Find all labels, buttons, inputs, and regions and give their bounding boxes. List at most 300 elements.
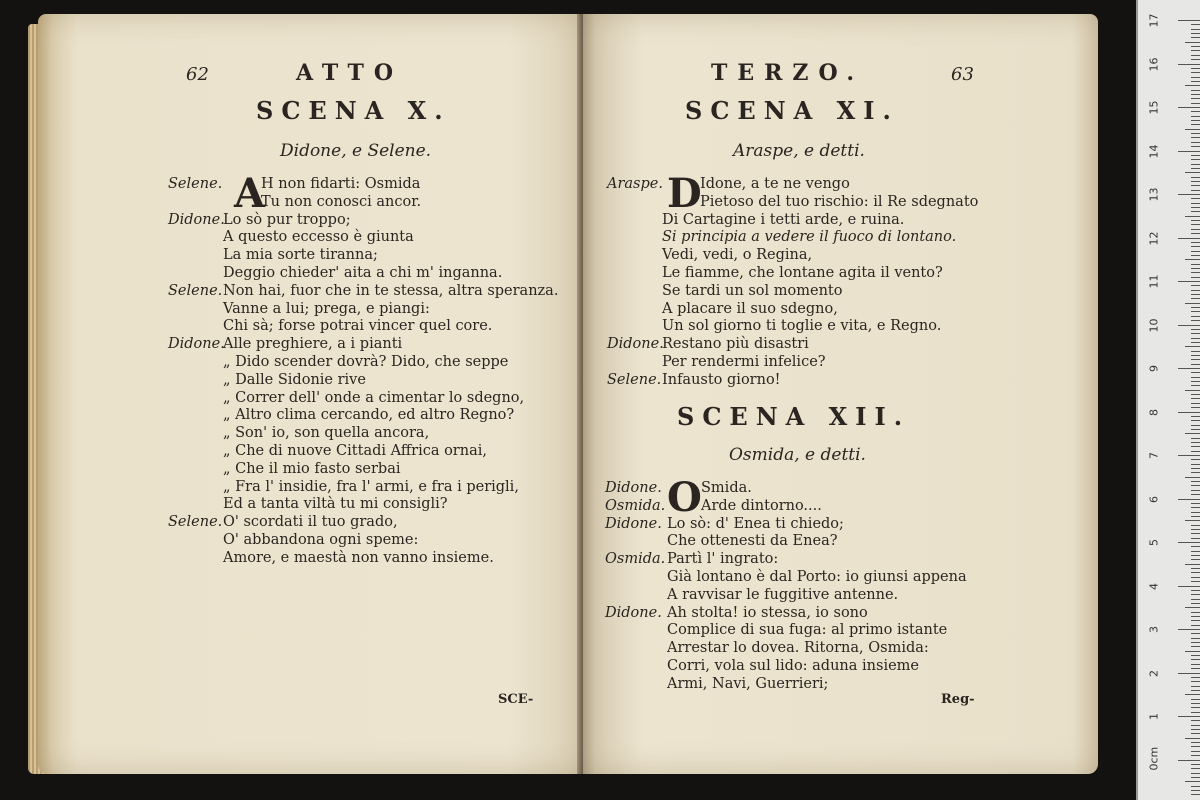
ruler-tick [1191, 229, 1200, 230]
ruler-tick [1191, 425, 1200, 426]
ruler-tick [1191, 442, 1200, 443]
verse-text: Che ottenesti da Enea? [667, 533, 838, 550]
ruler-tick [1191, 620, 1200, 621]
text-line [605, 622, 1005, 640]
text-line [168, 301, 568, 319]
text-line [607, 336, 987, 354]
ruler-tick [1185, 42, 1200, 43]
ruler-tick [1191, 516, 1200, 517]
text-line [605, 533, 1005, 551]
text-line [168, 336, 568, 354]
ruler-tick [1191, 33, 1200, 34]
ruler-tick [1191, 777, 1200, 778]
ruler-tick [1191, 55, 1200, 56]
verse-text: La mia sorte tiranna; [223, 247, 378, 264]
ruler-tick [1191, 246, 1200, 247]
ruler-tick [1191, 338, 1200, 339]
ruler-tick [1191, 277, 1200, 278]
ruler-tick [1191, 659, 1200, 660]
ruler-tick [1191, 559, 1200, 560]
ruler-tick [1191, 646, 1200, 647]
dialogue-block-xii [605, 474, 1005, 694]
speaker-name: Selene. [168, 176, 223, 192]
ruler-tick [1191, 81, 1200, 82]
verse-text: Ed a tanta viltà tu mi consigli? [223, 496, 448, 513]
ruler-number: 5 [1147, 539, 1161, 546]
ruler-number: 14 [1147, 144, 1161, 158]
text-line [168, 372, 568, 390]
verse-text: „ Che di nuove Cittadi Affrica ornai, [223, 442, 487, 459]
ruler-tick [1191, 351, 1200, 352]
ruler-tick [1191, 159, 1200, 160]
ruler-tick [1185, 477, 1200, 478]
ruler-tick [1178, 238, 1200, 239]
ruler-tick [1191, 372, 1200, 373]
ruler-tick [1191, 385, 1200, 386]
ruler-tick [1191, 294, 1200, 295]
ruler-number: 6 [1147, 495, 1161, 503]
verse-text: Se tardi un sol momento [662, 282, 843, 299]
ruler-tick [1191, 533, 1200, 534]
ruler-tick [1191, 133, 1200, 134]
verse-text: Per rendermi infelice? [662, 353, 826, 370]
text-line [168, 354, 568, 372]
verse-text: „ Son' io, son quella ancora, [223, 425, 430, 442]
verse-text: Un sol giorno ti toglie e vita, e Regno. [662, 318, 942, 335]
verse-text: Arde dintorno.... [701, 497, 822, 514]
drop-cap-d: D [667, 170, 702, 217]
ruler-tick [1191, 198, 1200, 199]
ruler-tick [1191, 285, 1200, 286]
verse-text: Chi sà; forse potrai vincer quel core. [223, 318, 493, 335]
ruler-tick [1191, 720, 1200, 721]
ruler-tick [1191, 481, 1200, 482]
verse-text: Corri, vola sul lido: aduna insieme [667, 657, 919, 674]
text-line [607, 176, 987, 194]
verse-text: Vanne a lui; prega, e piangi: [223, 300, 430, 317]
ruler-tick [1191, 320, 1200, 321]
dialogue-block [168, 170, 568, 568]
ruler-tick [1191, 220, 1200, 221]
text-line [607, 212, 987, 230]
text-line [168, 265, 568, 283]
dialogue-block-xi [607, 170, 987, 390]
scene-characters-xii: Osmida, e detti. [729, 445, 866, 465]
ruler-tick [1191, 264, 1200, 265]
verse-text: Complice di sua fuga: al primo istante [667, 622, 948, 639]
ruler-tick [1191, 725, 1200, 726]
speaker-name: Osmida. [605, 497, 666, 514]
verse-text: Infausto giorno! [662, 371, 781, 388]
ruler-tick [1191, 329, 1200, 330]
ruler-tick [1185, 390, 1200, 391]
ruler-tick [1191, 703, 1200, 704]
left-page [38, 14, 583, 774]
text-line [607, 318, 987, 336]
ruler-tick [1191, 177, 1200, 178]
ruler-tick [1191, 103, 1200, 104]
ruler-tick [1191, 72, 1200, 73]
text-line [607, 372, 987, 390]
ruler-number: 8 [1147, 408, 1161, 416]
speaker-name: Didone. [605, 480, 662, 496]
verse-text: „ Fra l' insidie, fra l' armi, e fra i perigli, [223, 478, 519, 495]
verse-text: Già lontano è dal Porto: io giunsi appena [667, 568, 967, 585]
ruler-tick [1178, 673, 1200, 674]
verse-text: Deggio chieder' aita a chi m' inganna. [223, 264, 503, 281]
ruler-tick [1191, 211, 1200, 212]
ruler-tick [1191, 316, 1200, 317]
ruler-tick [1191, 142, 1200, 143]
ruler-tick [1191, 612, 1200, 613]
ruler-tick [1178, 542, 1200, 543]
speaker-name: Didone. [605, 604, 662, 621]
ruler-tick [1191, 512, 1200, 513]
catchword: Reg- [941, 692, 975, 707]
ruler-tick [1191, 98, 1200, 99]
ruler-tick [1191, 568, 1200, 569]
ruler-tick [1191, 242, 1200, 243]
ruler-tick [1178, 586, 1200, 587]
speaker-name: Didone. [607, 336, 664, 353]
ruler-number: 10 [1147, 318, 1161, 332]
verse-text: Partì l' ingrato: [667, 551, 779, 568]
text-line [607, 301, 987, 319]
ruler-tick [1191, 603, 1200, 604]
ruler-tick [1185, 85, 1200, 86]
ruler-number: 7 [1147, 452, 1161, 459]
ruler-tick [1178, 412, 1200, 413]
ruler-tick [1191, 490, 1200, 491]
page-number: 63 [951, 64, 974, 85]
speaker-name: Didone. [168, 211, 225, 228]
ruler-tick [1191, 181, 1200, 182]
scene-title: SCENA X. [256, 96, 451, 125]
ruler-tick [1191, 494, 1200, 495]
verse-text: A questo eccesso è giunta [223, 229, 414, 246]
ruler-tick [1191, 577, 1200, 578]
text-line [168, 194, 568, 212]
speaker-name: Osmida. [605, 551, 666, 568]
ruler-tick [1191, 655, 1200, 656]
verse-text: Vedi, vedi, o Regina, [662, 247, 813, 264]
ruler-tick [1191, 224, 1200, 225]
ruler-tick [1185, 738, 1200, 739]
ruler-tick [1191, 459, 1200, 460]
ruler-tick [1191, 712, 1200, 713]
ruler-tick [1191, 272, 1200, 273]
ruler-tick [1191, 525, 1200, 526]
ruler-tick [1191, 633, 1200, 634]
text-line [605, 551, 1005, 569]
ruler-tick [1185, 607, 1200, 608]
ruler-tick [1191, 342, 1200, 343]
verse-text: Lo sò: d' Enea ti chiedo; [667, 515, 844, 532]
ruler-number: 4 [1147, 582, 1161, 590]
ruler-tick [1191, 590, 1200, 591]
ruler-tick [1191, 164, 1200, 165]
ruler-tick [1191, 699, 1200, 700]
running-head: TERZO. [711, 60, 865, 86]
text-line [605, 587, 1005, 605]
ruler-tick [1191, 764, 1200, 765]
text-line [168, 514, 568, 532]
ruler-tick [1185, 520, 1200, 521]
page-number: 62 [186, 64, 209, 85]
ruler-number: 9 [1147, 365, 1161, 372]
text-line [605, 498, 1005, 516]
ruler-tick [1191, 233, 1200, 234]
verse-text: Di Cartagine i tetti arde, e ruina. [662, 211, 905, 228]
ruler-tick [1191, 668, 1200, 669]
verse-text: O' scordati il tuo grado, [223, 514, 398, 531]
ruler-tick [1191, 137, 1200, 138]
speaker-name: Selene. [168, 282, 223, 299]
ruler-tick [1191, 438, 1200, 439]
measuring-ruler [1136, 0, 1200, 800]
text-line [607, 247, 987, 265]
ruler-tick [1191, 290, 1200, 291]
ruler-tick [1178, 325, 1200, 326]
ruler-tick [1191, 686, 1200, 687]
verse-text: Ah stolta! io stessa, io sono [667, 604, 868, 621]
text-line [605, 676, 1005, 694]
verse-text: Restano più disastri [662, 336, 809, 353]
ruler-tick [1191, 407, 1200, 408]
verse-text: Arrestar lo dovea. Ritorna, Osmida: [667, 640, 929, 657]
speaker-name: Didone. [605, 515, 662, 532]
ruler-tick [1191, 90, 1200, 91]
drop-cap-o: O [667, 474, 702, 521]
text-line [168, 176, 568, 194]
ruler-tick [1178, 499, 1200, 500]
ruler-tick [1185, 651, 1200, 652]
ruler-tick [1191, 681, 1200, 682]
verse-text: Armi, Navi, Guerrieri; [667, 675, 829, 692]
verse-text: H non fidarti: Osmida [261, 176, 421, 192]
ruler-tick [1185, 564, 1200, 565]
ruler-number: 12 [1147, 231, 1161, 245]
text-line [168, 479, 568, 497]
ruler-tick [1191, 207, 1200, 208]
ruler-tick [1191, 733, 1200, 734]
ruler-tick [1191, 420, 1200, 421]
ruler-tick [1191, 111, 1200, 112]
ruler-tick [1191, 24, 1200, 25]
ruler-tick [1191, 146, 1200, 147]
ruler-tick [1191, 746, 1200, 747]
ruler-number: 13 [1147, 187, 1161, 202]
text-line [168, 443, 568, 461]
verse-text: Non hai, fuor che in te stessa, altra speranza. [223, 282, 559, 299]
running-head: ATTO [296, 60, 403, 86]
ruler-tick [1191, 451, 1200, 452]
text-line [607, 194, 987, 212]
verse-text: „ Che il mio fasto serbai [223, 460, 401, 477]
verse-text: „ Dido scender dovrà? Dido, che seppe [223, 353, 509, 370]
text-line [168, 212, 568, 230]
text-line [607, 354, 987, 372]
ruler-tick [1191, 124, 1200, 125]
ruler-tick [1191, 594, 1200, 595]
ruler-tick [1191, 46, 1200, 47]
stage-direction: Si principia a vedere il fuoco di lontano. [662, 229, 957, 246]
ruler-number: 2 [1147, 669, 1161, 677]
text-line [605, 605, 1005, 623]
text-line [168, 247, 568, 265]
ruler-tick [1191, 472, 1200, 473]
ruler-tick [1191, 538, 1200, 539]
ruler-tick [1185, 433, 1200, 434]
ruler-tick [1191, 742, 1200, 743]
ruler-tick [1191, 120, 1200, 121]
ruler-tick [1178, 20, 1200, 21]
ruler-tick [1191, 468, 1200, 469]
ruler-tick [1191, 485, 1200, 486]
ruler-tick [1191, 77, 1200, 78]
verse-text: Tu non conosci ancor. [261, 193, 422, 210]
ruler-tick [1191, 377, 1200, 378]
ruler-tick [1191, 642, 1200, 643]
ruler-tick [1191, 429, 1200, 430]
ruler-tick [1191, 185, 1200, 186]
ruler-number: 3 [1147, 626, 1161, 633]
text-line [607, 265, 987, 283]
ruler-tick [1191, 251, 1200, 252]
verse-text: A ravvisar le fuggitive antenne. [667, 586, 899, 603]
ruler-tick [1191, 355, 1200, 356]
text-line [168, 229, 568, 247]
ruler-tick [1185, 172, 1200, 173]
ruler-tick [1191, 773, 1200, 774]
ruler-tick [1191, 333, 1200, 334]
text-line [605, 658, 1005, 676]
speaker-name: Selene. [168, 514, 223, 531]
ruler-tick [1178, 194, 1200, 195]
ruler-tick [1191, 68, 1200, 69]
ruler-tick [1191, 50, 1200, 51]
ruler-tick [1178, 151, 1200, 152]
ruler-tick [1191, 255, 1200, 256]
speaker-name: Selene. [607, 371, 662, 388]
ruler-tick [1191, 555, 1200, 556]
verse-text: Alle preghiere, a i pianti [223, 336, 403, 353]
ruler-tick [1185, 694, 1200, 695]
ruler-number: 11 [1147, 274, 1161, 289]
text-line [607, 283, 987, 301]
ruler-tick [1191, 768, 1200, 769]
ruler-tick [1191, 307, 1200, 308]
ruler-tick [1191, 464, 1200, 465]
ruler-number: 17 [1147, 13, 1161, 28]
catchword: SCE- [498, 692, 534, 707]
ruler-tick [1178, 368, 1200, 369]
ruler-tick [1178, 629, 1200, 630]
text-line [168, 461, 568, 479]
ruler-tick [1191, 359, 1200, 360]
ruler-tick [1191, 416, 1200, 417]
ruler-tick [1191, 664, 1200, 665]
ruler-tick [1191, 751, 1200, 752]
ruler-tick [1191, 616, 1200, 617]
verse-text: „ Altro clima cercando, ed altro Regno? [223, 407, 515, 424]
ruler-tick [1191, 503, 1200, 504]
verse-text: O' abbandona ogni speme: [223, 531, 419, 548]
ruler-number: 0cm [1147, 746, 1161, 770]
text-line [168, 407, 568, 425]
verse-text: Smida. [701, 480, 752, 496]
ruler-tick [1178, 716, 1200, 717]
ruler-tick [1185, 303, 1200, 304]
ruler-tick [1191, 794, 1200, 795]
verse-text: Le fiamme, che lontane agita il vento? [662, 264, 943, 281]
verse-text: Amore, e maestà non vanno insieme. [223, 549, 494, 566]
right-page [583, 14, 1098, 774]
ruler-tick [1191, 268, 1200, 269]
verse-text: „ Correr dell' onde a cimentar lo sdegno, [223, 389, 525, 406]
text-line [605, 640, 1005, 658]
ruler-tick [1191, 599, 1200, 600]
text-line [605, 569, 1005, 587]
ruler-tick [1191, 168, 1200, 169]
ruler-tick [1191, 394, 1200, 395]
ruler-tick [1191, 581, 1200, 582]
ruler-tick [1191, 29, 1200, 30]
ruler-tick [1191, 786, 1200, 787]
verse-text: „ Dalle Sidonie rive [223, 371, 366, 388]
scene-characters: Didone, e Selene. [280, 141, 432, 161]
text-line [607, 229, 987, 247]
ruler-tick [1191, 94, 1200, 95]
ruler-number: 1 [1147, 713, 1161, 720]
verse-text: A placare il suo sdegno, [662, 300, 838, 317]
ruler-tick [1191, 529, 1200, 530]
text-line [605, 480, 1005, 498]
ruler-tick [1191, 403, 1200, 404]
ruler-tick [1191, 755, 1200, 756]
ruler-tick [1191, 116, 1200, 117]
ruler-tick [1185, 781, 1200, 782]
ruler-tick [1191, 707, 1200, 708]
ruler-tick [1191, 59, 1200, 60]
text-line [168, 550, 568, 568]
ruler-tick [1178, 281, 1200, 282]
ruler-tick [1191, 203, 1200, 204]
ruler-tick [1178, 64, 1200, 65]
text-line [168, 283, 568, 301]
ruler-tick [1178, 760, 1200, 761]
ruler-tick [1185, 129, 1200, 130]
ruler-tick [1191, 37, 1200, 38]
text-line [168, 496, 568, 514]
ruler-tick [1185, 346, 1200, 347]
verse-text: Pietoso del tuo rischio: il Re sdegnato [700, 193, 979, 210]
scene-title-xi: SCENA XI. [685, 96, 899, 125]
text-line [168, 318, 568, 336]
ruler-tick [1191, 298, 1200, 299]
scene-characters-xi: Araspe, e detti. [733, 141, 865, 161]
ruler-tick [1191, 677, 1200, 678]
ruler-tick [1178, 107, 1200, 108]
ruler-tick [1191, 625, 1200, 626]
ruler-tick [1191, 364, 1200, 365]
ruler-number: 15 [1147, 100, 1161, 115]
ruler-tick [1191, 398, 1200, 399]
speaker-name: Araspe. [607, 176, 663, 192]
text-line [605, 516, 1005, 534]
ruler-tick [1191, 638, 1200, 639]
ruler-tick [1191, 190, 1200, 191]
